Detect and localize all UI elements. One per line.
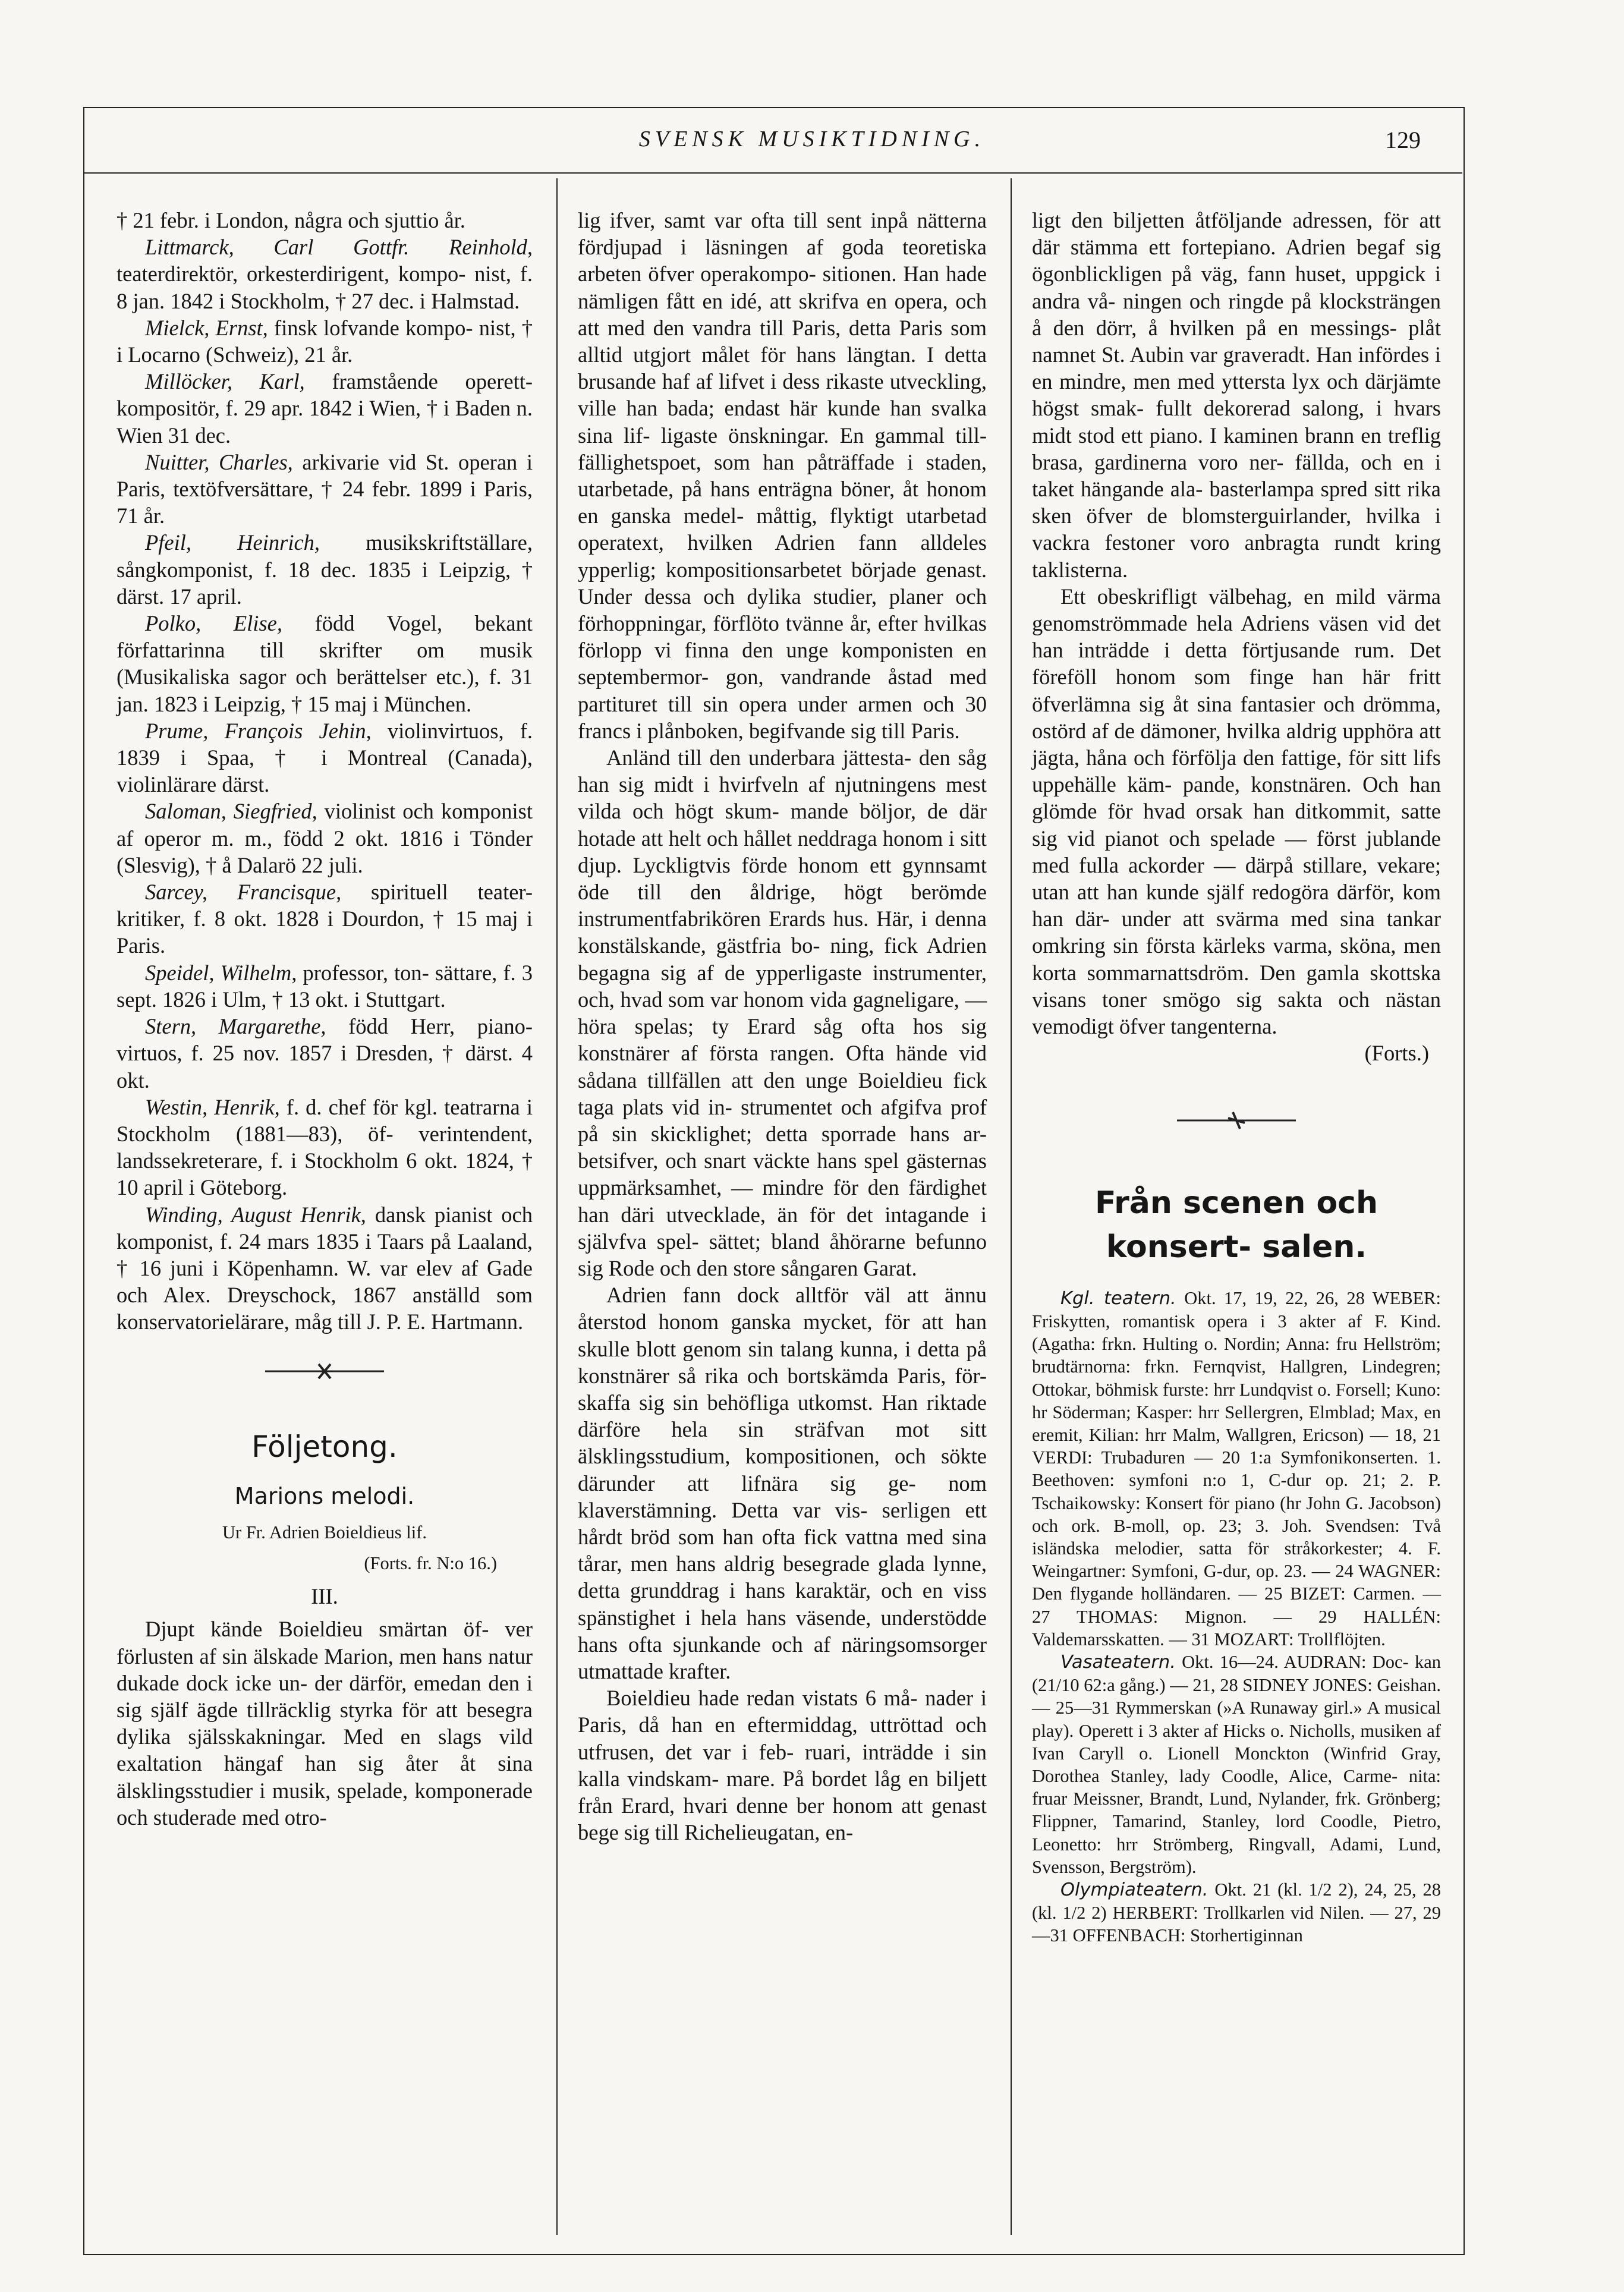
- entry-name: Millöcker, Karl,: [145, 369, 305, 394]
- section-heading: Från scenen och konsert- salen.: [1094, 1185, 1378, 1265]
- review-entry: [1032, 1651, 1441, 1878]
- column-divider-left: [556, 178, 558, 2235]
- entry-text: teaterdirektör, orkesterdirigent, kompo- nist, f. 8 jan. 1842 i Stockholm, † 27 dec. i Halmstad.: [117, 262, 533, 313]
- continued-note: (Forts. fr. N:o 16.): [364, 1553, 497, 1573]
- entry-name: Westin, Henrik,: [145, 1094, 280, 1119]
- entry-name: Littmarck, Carl Gottfr. Reinhold,: [145, 235, 533, 260]
- venue-name: Vasateatern.: [1060, 1651, 1176, 1673]
- story-paragraph-3: Adrien fann dock alltför väl att ännu återstod honom ganska mycket, för att han skulle blott genom sin talang kunna, i detta på konstnärer så rika och bortskämda Paris, för- skaffa sig sin behöfliga utkomst. Han riktade därföre hela sin sträfvan mot sitt älsklingsstudium, kompositionen, och sökte därunder att lifnära sig ge- nom klaverstämning. Detta var vis- serligen ett hårdt bröd som han ofta fick vattna med sina tårar, men hans aldrig besegrade glada lynne, detta grunddrag i hans karaktär, och en viss spänstighet i hela hans väsende, understödde hans ofta sjunkande och af näringsomsorger utmattade krafter.: [578, 1283, 987, 1683]
- venue-name: Kgl. teatern.: [1060, 1287, 1176, 1309]
- column-1: [117, 207, 533, 1831]
- obituary-entry: [117, 1013, 533, 1094]
- review-text: Okt. 17, 19, 22, 26, 28 WEBER: Friskytten, romantisk opera i 3 akter af F. Kind. (Agatha: frkn. Hulting o. Nordin; Anna: fru Hellström; brudtärnorna: frkn. Fernqvist, Hallgren, Lindegren; Ottokar, böhmisk furste: hrr Lundqvist o. Forsell; Kuno: hr Söderman; Kasper: hrr Sellergren, Elmblad; Max, en eremit, Kilian: hrr Malm, Wallgren, Ericson) — 18, 21 VERDI: Trubaduren — 20 1:a Symfonikonserten. 1. Beethoven: symfoni n:o 1, C-dur op. 21; 2. P. Tschaikowsky: Konsert för piano (hr John G. Jacobson) och ork. B-moll, op. 23; 3. Joh. Svendsen: Två isländska melodier, satta för stråkorkester; 4. F. Weingartner: Symfoni, G-dur, op. 23. — 24 WAGNER: Den flygande holländaren. — 25 BIZET: Carmen. — 27 THOMAS: Mignon. — 29 HALLÉN: Valdemarsskatten. — 31 MOZART: Trollflöjten.: [1032, 1287, 1441, 1649]
- obituary-entry: [117, 717, 533, 798]
- obituary-entry: [117, 368, 533, 449]
- obituary-entry: [117, 879, 533, 959]
- obituary-entry: [117, 314, 533, 368]
- entry-text: musikskriftställare, sångkomponist, f. 18 dec. 1835 i Leipzig, † därst. 17 april.: [117, 530, 533, 609]
- obituary-list: [117, 207, 533, 1336]
- feuilleton-title: Marions melodi.: [234, 1482, 415, 1509]
- obituary-entry: [117, 1201, 533, 1336]
- story-paragraph-6: Ett obeskrifligt välbehag, en mild värma genomströmmade hela Adriens väsen vid det han inträdde i detta förtjusande rum. Det föreföll honom som finge han här fritt öfverlämna sig åt sina fantasier och drömma, ostörd af de dämoner, hvilka aldrig upphöra att jägta, håna och förfölja den fattige, för sitt lifs uppehälle käm- pande, konstnären. Och han glömde för hvad orsak han ditkommit, satte sig vid pianot och spelade — först jublande med fulla ackorder — därpå stillare, vekare; utan att han kunde själf redogöra därför, kom han där- under att svärma med sina tankar omkring sin första kärleks varma, sköna, men korta sommarnattsdröm. Den gamla skottska visans toner smögo sig sakta och nästan vemodigt öfver tangenterna.: [1032, 584, 1441, 1039]
- entry-name: Winding, August Henrik,: [145, 1202, 366, 1227]
- entry-name: Prume, François Jehin,: [145, 718, 372, 743]
- feuilleton-source: Ur Fr. Adrien Boieldieus lif.: [222, 1522, 427, 1542]
- review-list: [1032, 1287, 1441, 1947]
- column-divider-right: [1011, 178, 1012, 2235]
- column-3: [1032, 207, 1441, 1947]
- ornament-icon: [1171, 1109, 1302, 1132]
- entry-text: violinist och komponist af operor m. m., född 2 okt. 1816 i Tönder (Slesvig), † å Dalarö 22 juli.: [117, 799, 533, 877]
- entry-text: född Herr, piano- virtuos, f. 25 nov. 1857 i Dresden, † därst. 4 okt.: [117, 1014, 533, 1093]
- entry-text: dansk pianist och komponist, f. 24 mars 1835 i Taars på Laaland, † 16 juni i Köpenhamn. W. var elev af Gade och Alex. Dreyschock, 1867 anställd som konservatorielärare, måg till J. P. E. Hartmann.: [117, 1202, 533, 1334]
- entry-text: † 21 febr. i London, några och sjuttio år.: [117, 208, 465, 232]
- entry-text: spirituell teater- kritiker, f. 8 okt. 1828 i Dourdon, † 15 maj i Paris.: [117, 880, 533, 958]
- review-entry: [1032, 1878, 1441, 1947]
- obituary-entry: [117, 234, 533, 314]
- entry-text: professor, ton- sättare, f. 3 sept. 1826 i Ulm, † 13 okt. i Stuttgart.: [117, 960, 533, 1012]
- column-2: [578, 207, 987, 1846]
- obituary-entry: [117, 610, 533, 717]
- header-rule: [83, 172, 1462, 174]
- ornament-divider-2: [1032, 1109, 1441, 1139]
- story-paragraph-1: lig ifver, samt var ofta till sent inpå nätterna fördjupad i läsningen af goda teoretiska arbeten öfver operakompo- sitionen. Han hade nämligen fått en idé, att skrifva en opera, och att med den vandra till Paris, detta Paris som alltid utgjort målet för hans längtan. I detta brusande haf af lifvet i dess rikaste utveckling, ville han bada; endast här kunde han svalka sina lif- ligaste önskningar. En gammal till- fällighetspoet, som han påträffade i staden, utarbetade, på hans enträgna böner, åt honom en ganska medel- måttig, flyktigt utarbetad operatext, hvilken Adrien fann alldeles ypperlig; kompositionsarbetet började genast. Under dessa och dylika studier, planer och förhoppningar, förflöto tvänne år, efter hvilkas förlopp vi finna den unge komponisten en septembermor- gon, vandrande åstad med partituret till sin opera under armen och 30 francs i plånboken, begifvande sig till Paris.: [578, 208, 987, 743]
- entry-name: Speidel, Wilhelm,: [145, 960, 297, 985]
- entry-text: violinvirtuos, f. 1839 i Spaa, † i Montreal (Canada), violinlärare därst.: [117, 718, 533, 797]
- review-text: Okt. 21 (kl. 1/2 2), 24, 25, 28 (kl. 1/2 2) HERBERT: Trollkarlen vid Nilen. — 27, 29—31 OFFENBACH: Storhertiginnan: [1032, 1879, 1441, 1946]
- obituary-entry: [117, 529, 533, 610]
- story-paragraph-5: ligt den biljetten åtföljande adressen, för att där stämma ett fortepiano. Adrien begaf sig ögonblickligen på väg, fann huset, uppgick i andra vå- ningen och ringde på klocksträngen å den dörr, å hvilken på en messings- plåt namnet St. Aubin var graveradt. Han infördes i en mindre, men med yttersta lyx och därjämte högst smak- fullt dekorerad salong, i hvars midt stod ett piano. I kaminen brann en treflig brasa, gardinerna voro ner- fällda, och en i taket hängande ala- basterlampa spred sitt rika sken öfver de blomsterguirlander, hvilka i vackra festoner voro anbragta rundt kring taklisterna.: [1032, 208, 1441, 582]
- entry-name: Sarcey, Francisque,: [145, 880, 342, 905]
- ornament-divider: [117, 1359, 533, 1390]
- obituary-entry: [117, 207, 533, 234]
- review-entry: [1032, 1287, 1441, 1651]
- feuilleton-paragraph: Djupt kände Boieldieu smärtan öf- ver förlusten af sin älskade Marion, men hans natur dukade dock icke un- der därför, emedan den i sig själf ägde tillräcklig styrka för att besegra dylika själsskakningar. Med en slags vild exaltation hängaf han sig åter åt sina älsklingsstudier i musik, spelade, komponerade och studerade med otro-: [117, 1617, 533, 1830]
- obituary-entry: [117, 1094, 533, 1201]
- venue-name: Olympiateatern.: [1060, 1879, 1208, 1900]
- obituary-entry: [117, 449, 533, 530]
- story-paragraph-2: Anländ till den underbara jättesta- den såg han sig midt i hvirfveln af njutningens mest vilda och högt skum- mande böljor, de där hotade att helt och hållet neddraga honom i sitt djup. Lyckligtvis förde honom ett gynnsamt öde till den åldrige, högt berömde instrumentfabrikören Erards hus. Här, i denna konstälskande, gästfria bo- ning, fick Adrien begagna sig af de ypperligaste instrumenter, och, hvad som var honom vida gagneligare, — höra spelas; ty Erard såg ofta hos sig konstnärer af första rangen. Ofta hände vid sådana tillfällen att den unge Boieldieu fick taga plats vid in- strumentet och afgifva prof på sin skicklighet; detta sporrade hans ar- betsifver, och snart väckte hans spel gästernas uppmärksamhet, — mindre för den färdighet han däri utvecklade, än för det intagande i självfva spel- sättet; bland åhörarne befunno sig Rode och den store sångaren Garat.: [578, 745, 987, 1280]
- feuilleton-heading: Följetong.: [251, 1429, 398, 1464]
- chapter-number: III.: [311, 1584, 338, 1609]
- entry-text: f. d. chef för kgl. teatrarna i Stockholm (1881—83), öf- verintendent, landssekreterare, f. i Stockholm 6 okt. 1824, † 10 april i Göteborg.: [117, 1094, 533, 1200]
- entry-name: Stern, Margarethe,: [145, 1014, 326, 1039]
- entry-text: född Vogel, bekant författarinna till skrifter om musik (Musikaliska sagor och berättelser etc.), f. 31 jan. 1823 i Leipzig, † 15 maj i München.: [117, 611, 533, 716]
- entry-name: Polko, Elise,: [145, 611, 282, 636]
- page-number: 129: [1385, 127, 1421, 153]
- entry-name: Nuitter, Charles,: [145, 449, 293, 474]
- story-paragraph-4: Boieldieu hade redan vistats 6 må- nader i Paris, då han en eftermiddag, uttröttad och utfrusen, det var i feb- ruari, inträdde i sin kalla vindskam- mare. På bordet låg en biljett från Erard, hvari denne ber honom att genast bege sig till Richelieugatan, en-: [578, 1686, 987, 1845]
- running-title: SVENSK MUSIKTIDNING.: [638, 127, 986, 152]
- entry-name: Pfeil, Heinrich,: [145, 530, 320, 555]
- entry-text: finsk lofvande kompo- nist, † i Locarno (Schweiz), 21 år.: [117, 315, 533, 367]
- entry-text: framstående operett- kompositör, f. 29 apr. 1842 i Wien, † i Baden n. Wien 31 dec.: [117, 369, 533, 448]
- entry-text: arkivarie vid St. operan i Paris, textöfversättare, † 24 febr. 1899 i Paris, 71 år.: [117, 449, 533, 528]
- entry-name: Saloman, Siegfried,: [145, 799, 317, 824]
- entry-name: Mielck, Ernst,: [145, 315, 268, 340]
- review-text: Okt. 16—24. AUDRAN: Doc- kan (21/10 62:a gång.) — 21, 28 SIDNEY JONES: Geishan. — 25—31 Rymmerskan (»A Runaway girl.» A musical play). Operett i 3 akter af Hicks o. Nicholls, musiken af Ivan Caryll o. Lionell Monckton (Winfrid Gray, Dorothea Stanley, lady Coodle, Alice, Carme- nita: fruar Meissner, Brandt, Lund, Nylander, frk. Grönberg; Flippner, Tamarind, Stanley, lord Coodle, Pietro, Leonetto: hrr Strömberg, Ringvall, Adami, Lund, Svensson, Bergström).: [1032, 1651, 1441, 1877]
- forts-note: (Forts.): [1364, 1041, 1429, 1066]
- obituary-entry: [117, 798, 533, 879]
- ornament-icon: [259, 1359, 390, 1383]
- obituary-entry: [117, 959, 533, 1013]
